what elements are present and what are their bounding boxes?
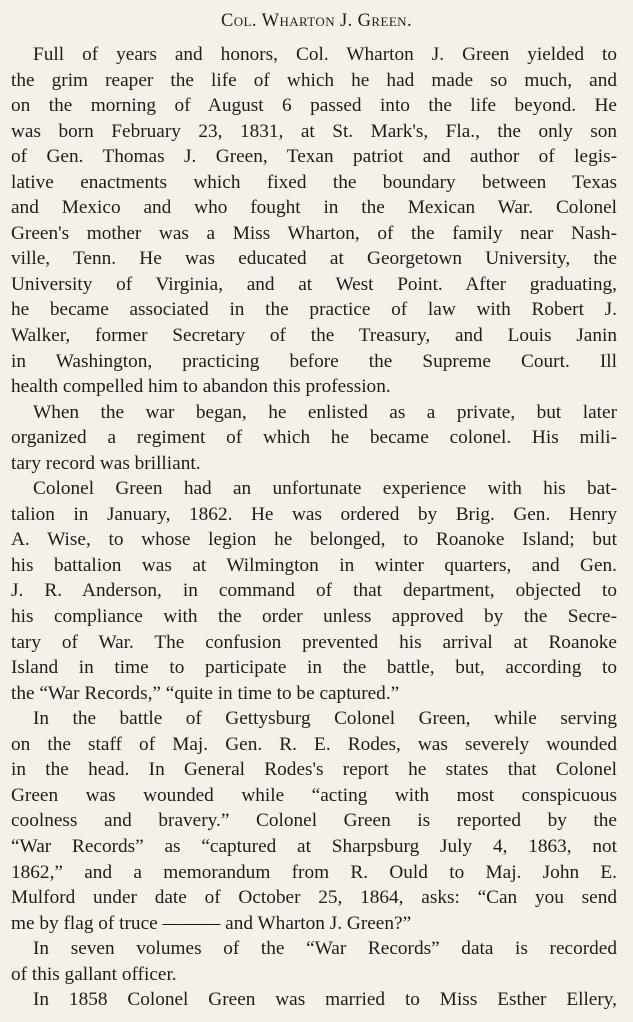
text-line: on the morning of August 6 passed into the life beyond. He xyxy=(11,95,617,117)
text-line: and Mexico and who fought in the Mexican War. Colonel xyxy=(11,197,617,219)
text-line: he became associated in the practice of law with Robert J. xyxy=(11,299,617,321)
article-title: Col. Wharton J. Green. xyxy=(221,11,412,31)
article-body xyxy=(11,42,617,1013)
text-line: Full of years and honors, Col. Wharton J. Green yielded to xyxy=(33,44,617,65)
text-line: his battalion was at Wilmington in winter quarters, and Gen. xyxy=(11,554,617,576)
text-line: A. Wise, to whose legion he belonged, to Roanoke Island; but xyxy=(11,529,617,551)
text-line: J. R. Anderson, in command of that department, objected to xyxy=(11,580,617,602)
text-line: Colonel Green had an unfortunate experience with his bat- xyxy=(33,478,617,500)
text-line: was born February 23, 1831, at St. Mark's, Fla., the only son xyxy=(11,120,617,142)
text-line: Green's mother was a Miss Wharton, of the family near Nash- xyxy=(11,222,617,244)
text-line: Green was wounded while “acting with most conspicuous xyxy=(11,784,617,806)
text-line: lative enactments which fixed the boundary between Texas xyxy=(11,171,617,193)
text-line: ville, Tenn. He was educated at Georgetown University, the xyxy=(11,248,617,270)
text-line: his compliance with the order unless approved by the Secre- xyxy=(11,606,617,628)
text-line: Island in time to participate in the battle, but, according to xyxy=(11,657,617,679)
text-line: 1862,” and a memorandum from R. Ould to Maj. John E. xyxy=(11,861,617,883)
text-line: University of Virginia, and at West Point. After graduating, xyxy=(11,273,617,295)
text-line: organized a regiment of which he became colonel. His mili- xyxy=(11,427,617,449)
text-line: the grim reaper the life of which he had made so much, and xyxy=(11,69,617,91)
text-line: the “War Records,” “quite in time to be captured.” xyxy=(11,682,400,704)
text-line: When the war began, he enlisted as a private, but later xyxy=(33,401,617,423)
text-line: Mulford under date of October 25, 1864, asks: “Can you send xyxy=(11,887,617,909)
text-line: tary record was brilliant. xyxy=(11,452,201,474)
text-line: in the head. In General Rodes's report he states that Colonel xyxy=(11,759,617,781)
text-line: of Gen. Thomas J. Green, Texan patriot and author of legis- xyxy=(11,146,617,168)
text-line: In the battle of Gettysburg Colonel Green, while serving xyxy=(33,708,617,730)
text-line: In 1858 Colonel Green was married to Miss Esther Ellery, xyxy=(33,989,617,1011)
text-line: “War Records” as “captured at Sharpsburg July 4, 1863, not xyxy=(11,835,617,857)
text-line: talion in January, 1862. He was ordered by Brig. Gen. Henry xyxy=(11,503,617,525)
text-line: me by flag of truce ——— and Wharton J. Green?” xyxy=(11,912,412,934)
text-line: tary of War. The confusion prevented his arrival at Roanoke xyxy=(11,631,617,653)
text-line: on the staff of Maj. Gen. R. E. Rodes, was severely wounded xyxy=(11,733,617,755)
text-line: Walker, former Secretary of the Treasury, and Louis Janin xyxy=(11,325,617,347)
text-line: of this gallant officer. xyxy=(11,963,177,985)
text-line: coolness and bravery.” Colonel Green is reported by the xyxy=(11,810,617,832)
text-line: health compelled him to abandon this profession. xyxy=(11,376,391,398)
text-line: in Washington, practicing before the Supreme Court. Ill xyxy=(11,350,617,372)
text-line: In seven volumes of the “War Records” data is recorded xyxy=(33,938,617,960)
